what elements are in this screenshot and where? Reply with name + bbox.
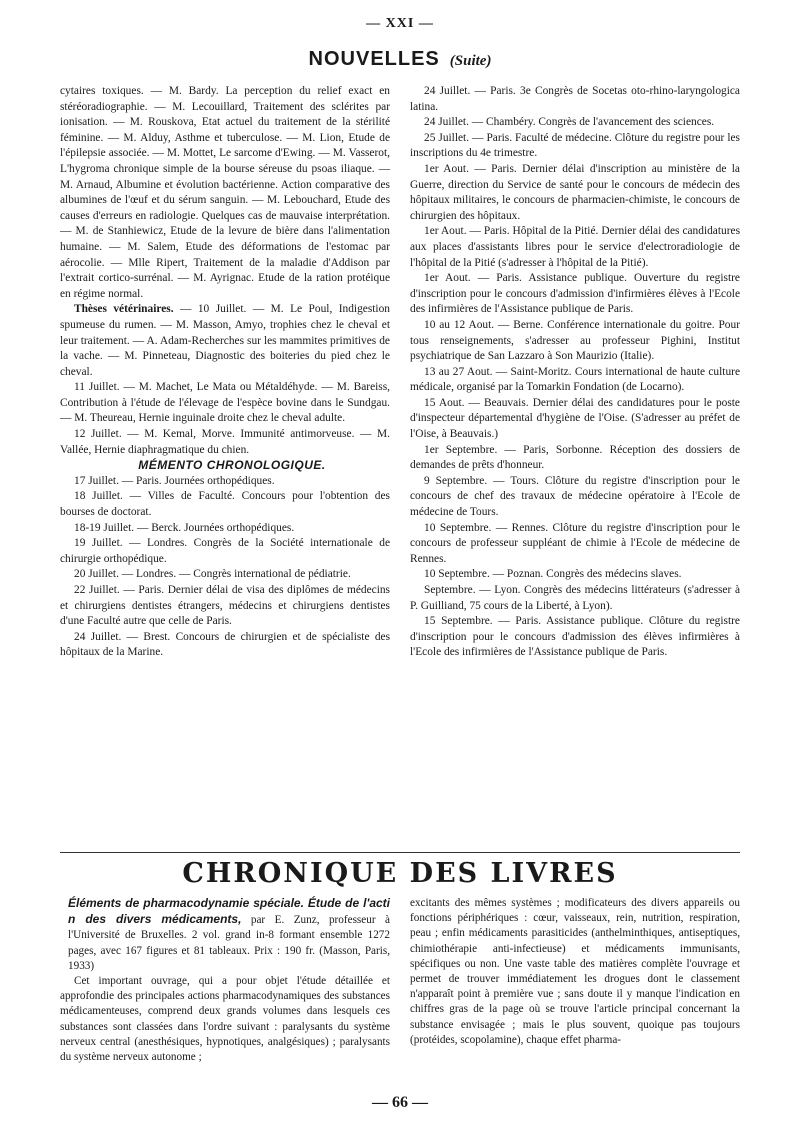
book-heading: [60, 896, 390, 974]
book-review-text-left: Cet important ouvrage, qui a pour objet l'étude détaillée et approfondie des principales actions pharmacodynamiques des substances médicamenteuses, comprend deux grands volumes dans lesquels ces substances sont classées dans l'ordre suivant : paralysants du système nerveux central (anesthésiques, hypnotiques, analgésiques) ; paralysants du système nerveux autonome ;: [60, 975, 390, 1064]
event-item: 1er Septembre. — Paris, Sorbonne. Réception des dossiers de demandes de prêts d'honneur.: [410, 443, 740, 472]
memento-title: MÉMENTO CHRONOLOGIQUE.: [138, 458, 326, 473]
memento-item: 24 Juillet. — Brest. Concours de chirurgien et de spécialiste des hôpitaux de la Marine.: [60, 630, 390, 659]
event-item: 1er Aout. — Paris. Assistance publique. Ouverture du registre d'inscription pour le concours d'admission d'infirmières élèves à l'Ecole des infirmières de l'Assistance publique de Paris.: [410, 272, 740, 316]
section-divider: [60, 852, 740, 853]
left-column: [60, 84, 390, 661]
theses-11-juillet: 11 Juillet. — M. Machet, Le Mata ou Métaldéhyde. — M. Bareiss, Contribution à l'étude de l'élevage de l'espèce bovine dans le Sundgau. — M. Theureau, Hernie inguinale droite chez le cheval adulte.: [60, 381, 390, 425]
page-number: — 66 —: [372, 1094, 428, 1111]
folio-number: — XXI —: [366, 16, 434, 31]
theses-veterinaires-text: — 10 Juillet. — M. Le Poul, Indigestion spumeuse du rumen. — M. Masson, Amyo, trophies chez le cheval et leur traitement. — A. Adam-Recherches sur les mammites primitives de la vache. — M. Pinneteau, Diagnostic des boiteries du pied chez le cheval.: [60, 303, 390, 378]
event-item: 15 Aout. — Beauvais. Dernier délai des candidatures pour le poste d'inspecteur départemental d'hygiène de l'Oise. (S'adresser au préfet de l'Oise, à Beauvais.): [410, 396, 740, 441]
theses-veterinaires-label: Thèses vétérinaires.: [74, 303, 174, 316]
memento-item: 17 Juillet. — Paris. Journées orthopédiques.: [74, 474, 275, 487]
running-suite: (Suite): [449, 53, 492, 69]
event-item: 10 Septembre. — Rennes. Clôture du registre d'inscription pour le concours de professeur suppléant de chimie à l'Ecole de médecine de Rennes.: [410, 521, 740, 565]
memento-item: 22 Juillet. — Paris. Dernier délai de visa des diplômes de médecins et chirurgiens dentistes étrangers, médecins et chirurgiens dentistes d'une Faculté autre que celle de Paris.: [60, 584, 390, 628]
event-item: 1er Aout. — Paris. Hôpital de la Pitié. Dernier délai des candidatures aux places d'assistants libres pour le service d'electroradiologie de l'hôpital de la Pitié (s'adresser à l'hôpital de la Pitié).: [410, 225, 740, 269]
right-column: [410, 84, 740, 661]
event-item: 24 Juillet. — Paris. 3e Congrès de Socetas oto-rhino-laryngologica latina.: [410, 85, 740, 113]
event-item: 1er Aout. — Paris. Dernier délai d'inscription au ministère de la Guerre, direction du Service de santé pour le concours de médecin des hôpitaux militaires, le concours de pharmacien-chimiste, le concours de chirurgien des hôpitaux.: [410, 162, 740, 222]
event-item: 25 Juillet. — Paris. Faculté de médecine. Clôture du registre pour les inscriptions du 4e trimestre.: [410, 131, 740, 160]
event-item: Septembre. — Lyon. Congrès des médecins littérateurs (s'adresser à P. Guilliand, 75 cours de la Liberté, à Lyon).: [410, 584, 740, 612]
book-author: par E. Zunz, professeur à l'Université de Bruxelles. 2 vol. grand in-8 formant ensemble 1272 pages, avec 167 figures et 81 tableaux. Prix : 190 fr. (Masson, Paris, 1933): [68, 914, 390, 972]
theses-veterinaires-paragraph: [60, 302, 390, 380]
book-title: Éléments de pharmacodynamie spéciale. Étude de l'acti n des divers médicaments,: [68, 896, 390, 927]
event-item: 15 Septembre. — Paris. Assistance publique. Clôture du registre d'inscription pour le concours d'admission des élèves infirmières à l'Ecole des infirmières de l'Assistance publique de Paris.: [410, 615, 740, 659]
memento-item: 18 Juillet. — Villes de Faculté. Concours pour l'obtention des bourses de doctorat.: [60, 490, 390, 519]
theses-12-juillet: 12 Juillet. — M. Kemal, Morve. Immunité antimorveuse. — M. Vallée, Hernie diaphragmatique du chien.: [60, 428, 390, 456]
event-item: 10 Septembre. — Poznan. Congrès des médecins slaves.: [424, 568, 682, 581]
running-title: NOUVELLES: [308, 48, 440, 70]
event-item: 24 Juillet. — Chambéry. Congrès de l'avancement des sciences.: [424, 116, 715, 129]
memento-item: 20 Juillet. — Londres. — Congrès international de pédiatrie.: [74, 568, 351, 581]
running-header: [0, 48, 800, 71]
memento-item: 18-19 Juillet. — Berck. Journées orthopédiques.: [74, 521, 295, 534]
event-item: 9 Septembre. — Tours. Clôture du registre d'inscription pour le concours de chef des travaux de médecine opératoire à l'Ecole de médecine de Tours.: [410, 474, 740, 519]
event-item: 13 au 27 Aout. — Saint-Moritz. Cours international de haute culture médicale, organisé par la Tomarkin Fondation (de Locarno).: [410, 365, 740, 394]
book-review-right: [410, 896, 740, 1048]
book-review-text-right: excitants des mêmes systèmes ; modificateurs des divers appareils ou fonctions périphériques : cœur, vaisseaux, rein, nutrition, respiration, peau ; enfin médicaments parasiticides (anthelminthiques, antiseptiques, chimiothérapie anti-infectieuse) et médicaments immunisants, spécifiques ou non. Une vaste table des matières complète l'ouvrage et permet de trouver immédiatement les drogues dont le classement n'apparaît point à première vue ; sans doute il y manque l'indication en chiffres gras de la page où se trouve l'article principal concernant la substance envisagée ; mais le plus souvent, quoique pas toujours (protéides, scopolamine), chaque effet pharma-: [410, 897, 740, 1046]
event-item: 10 au 12 Aout. — Berne. Conférence internationale du goitre. Pour tous renseignements, s'adresser au professeur Pighini, Institut psychiatrique de San Lazzaro à Son Maurizio (Italie).: [410, 318, 740, 363]
chronique-title: CHRONIQUE DES LIVRES: [182, 858, 618, 889]
book-review-left: [60, 896, 390, 1065]
theses-paragraph: cytaires toxiques. — M. Bardy. La perception du relief exact en stéréoradiographie. — M. Lecouillard, Traitement des sclérites par ionisation. — M. Rouskova, Etat actuel du traitement de la stérilité féminine. — M. Alduy, Asthme et tuberculose. — M. Lion, Etude de l'épilepsie associée. — M. Mottet, Le sarcome d'Ewing. — M. Vasserot, L'hygroma chronique simple de la bourse séreuse du psoas iliaque. — M. Arnaud, Albumine et évolution bactérienne. Action comparative des albumines de l'œuf et du sérum sanguin. — M. Lebouchard, Etude des causes d'erreurs en radiologie. Quelques cas de mauvaise interprétation. — M. de Stanhiewicz, Etude de la levure de bière dans l'alimentation humaine. — M. Salem, Etude des déformations de l'estomac par aérocolie. — Mlle Ripert, Traitement de la maladie d'Addison par l'extrait cortico-surrénal. — M. Ayrignac. Etude de la ration protéique en régime normal.: [60, 85, 390, 300]
memento-item: 19 Juillet. — Londres. Congrès de la Société internationale de chirurgie orthopédique.: [60, 537, 390, 565]
